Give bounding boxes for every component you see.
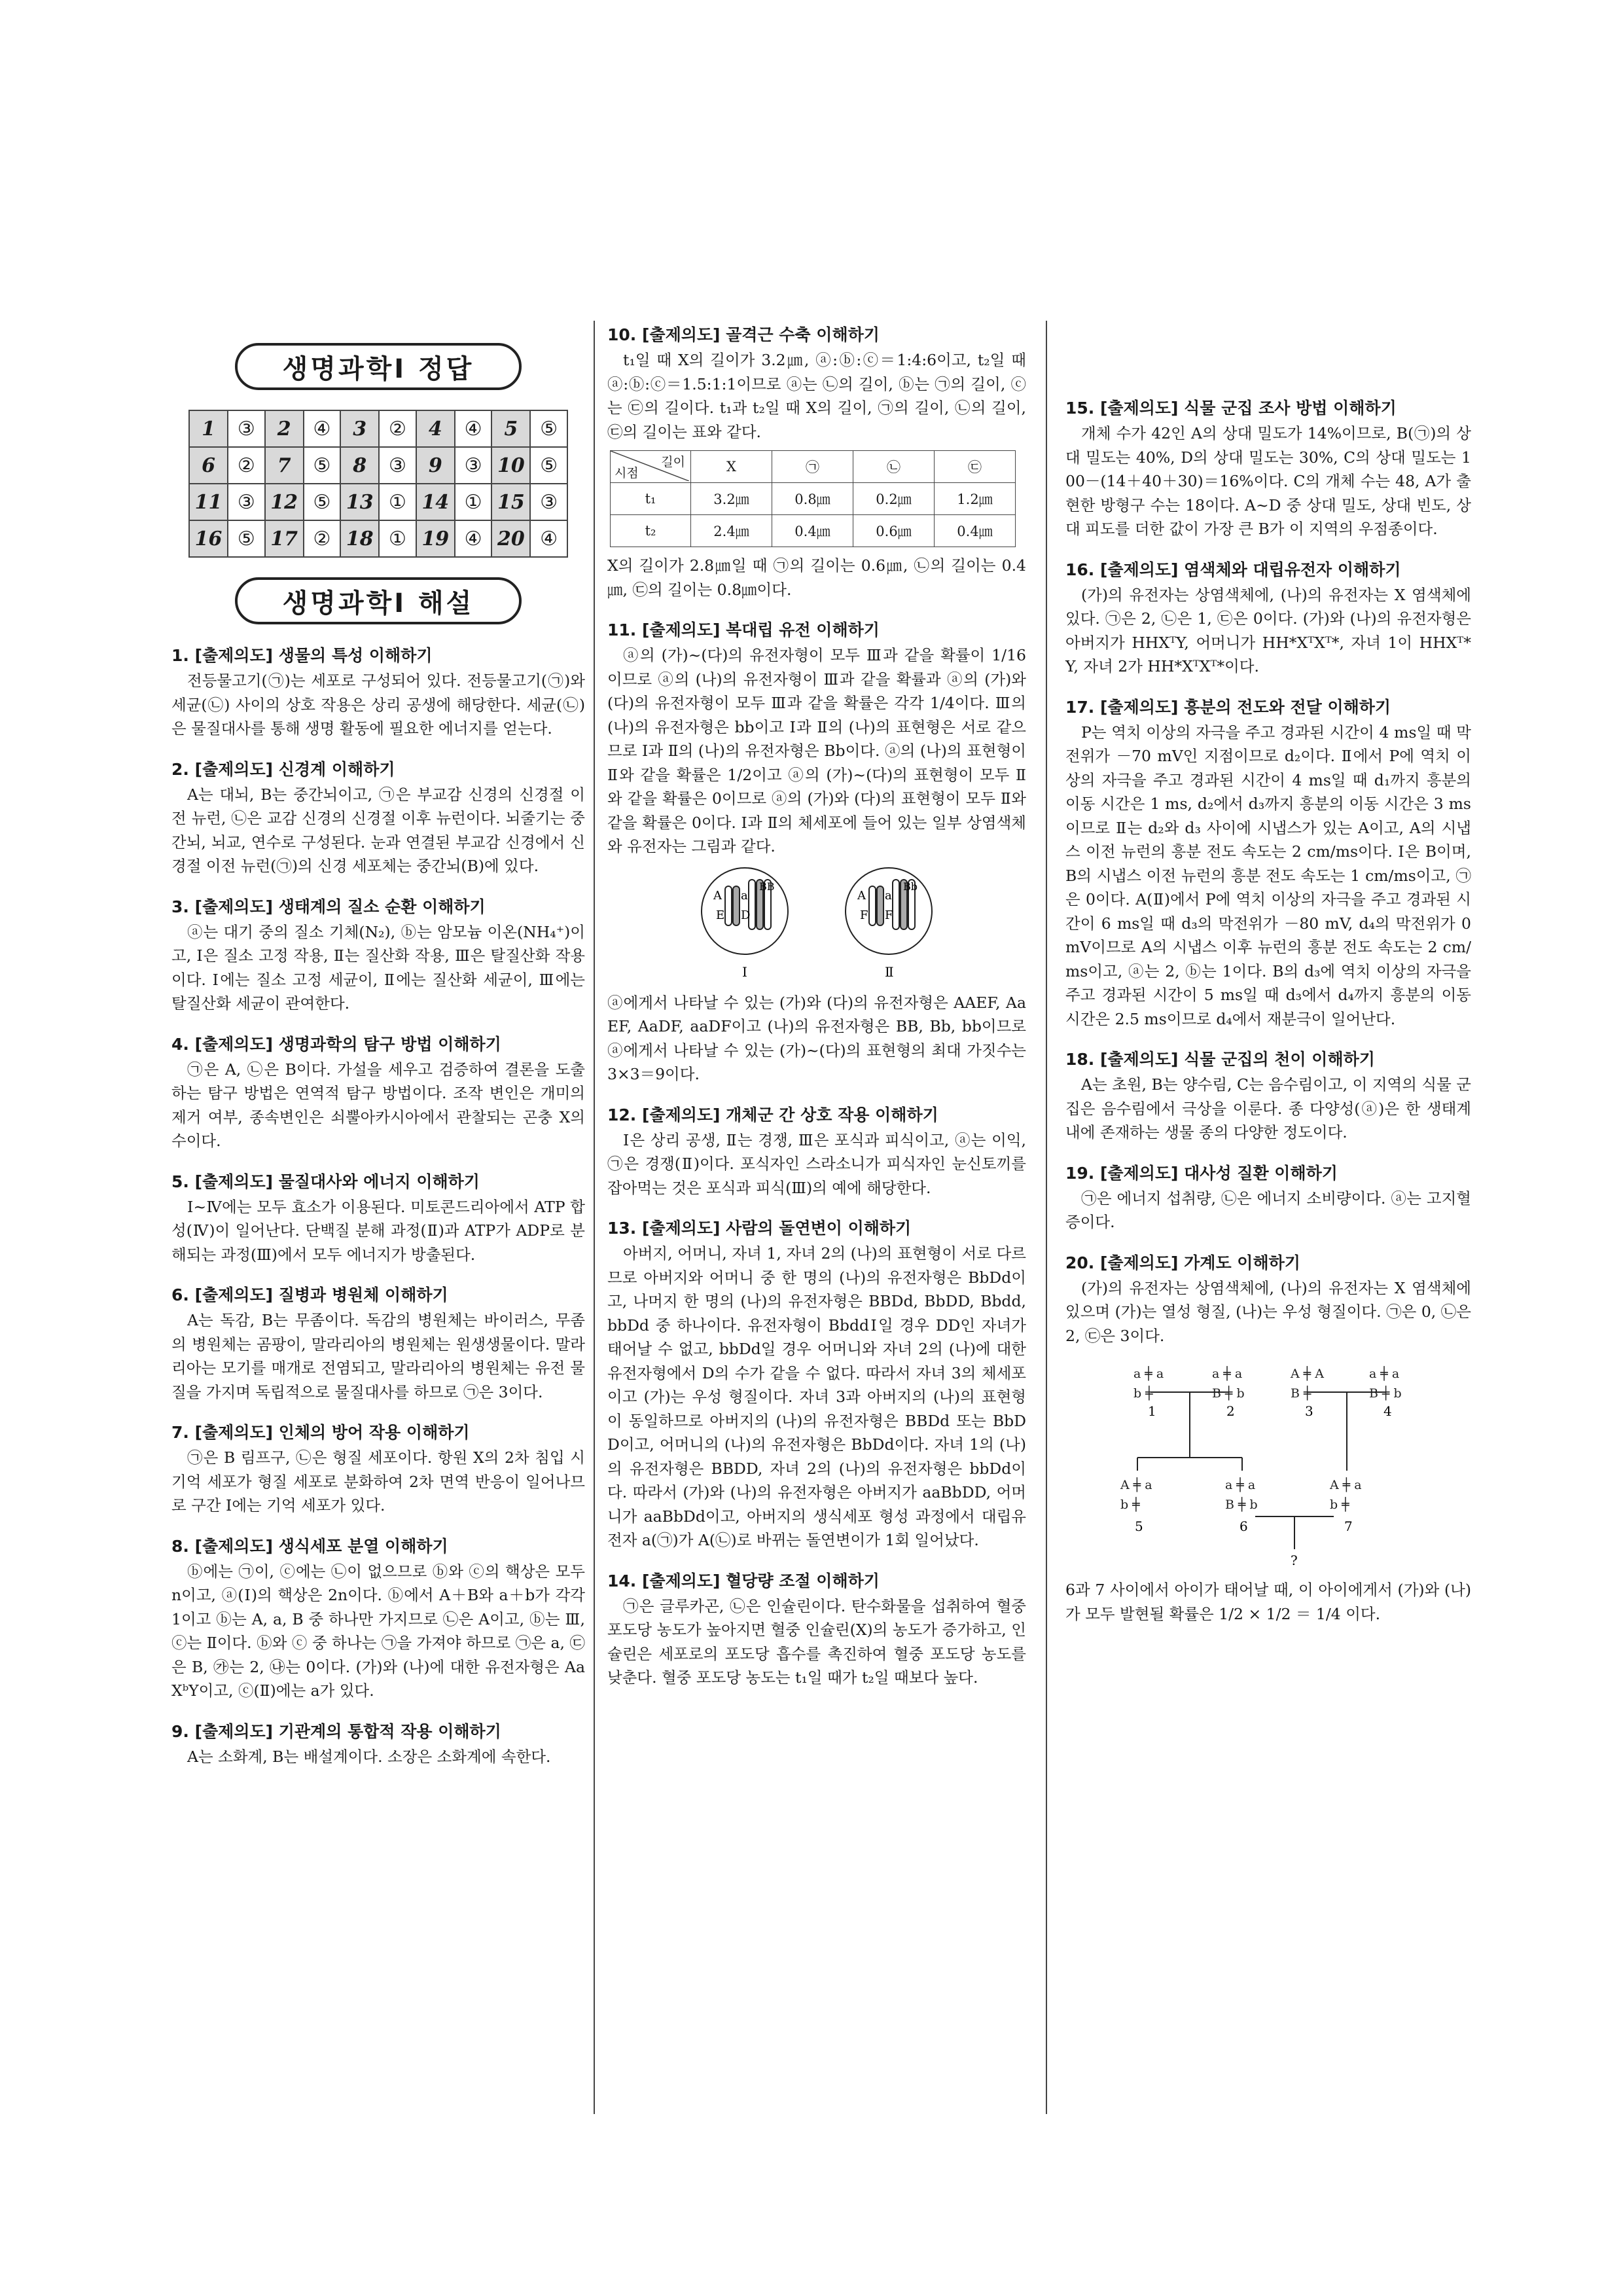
item-5 — [171, 1170, 585, 1267]
answer-choice: ④ — [304, 410, 340, 447]
item-body: Ⅰ은 상리 공생, Ⅱ는 경쟁, Ⅲ은 포식과 피식이고, ⓐ는 이익, ㉠은 경쟁(Ⅱ)이다. 포식자인 스라소니가 피식자인 눈신토끼를 잡아먹는 것은 포식과 피식(Ⅲ)의 예에 해당한다. — [607, 1130, 1026, 1197]
item-heading: 13. [출제의도] 사람의 돌연변이 이해하기 — [607, 1219, 912, 1238]
item-heading: 17. [출제의도] 흥분의 전도와 전달 이해하기 — [1065, 697, 1391, 717]
answer-choice: ② — [304, 520, 340, 557]
row-header: t₁ — [611, 483, 691, 515]
question-number: 7 — [265, 447, 304, 484]
item-18 — [1065, 1048, 1471, 1145]
cell-diagram — [607, 864, 1026, 984]
cell-1 — [702, 868, 788, 954]
answer-choice: ④ — [530, 520, 567, 557]
table-row — [611, 515, 1016, 547]
item-body: Ⅰ~Ⅳ에는 모두 효소가 이용된다. 미토콘드리아에서 ATP 합성(Ⅳ)이 일어난다. 단백질 분해 과정(Ⅱ)과 ATP가 ADP로 분해되는 과정(Ⅲ)에서 모두 에너지가 방출된다. — [171, 1197, 585, 1264]
column-divider — [1046, 321, 1047, 2114]
length-table — [610, 450, 1016, 547]
item-heading: 15. [출제의도] 식물 군집 조사 방법 이해하기 — [1065, 399, 1397, 418]
question-number: 18 — [340, 520, 379, 557]
question-number: 4 — [416, 410, 455, 447]
answer-choice: ⑤ — [304, 447, 340, 484]
svg-text:Bb: Bb — [903, 880, 918, 893]
svg-text:A ╪ A: A ╪ A — [1291, 1367, 1324, 1381]
svg-text:B ╪: B ╪ — [1291, 1386, 1311, 1401]
question-number: 5 — [491, 410, 530, 447]
item-body: 개체 수가 42인 A의 상대 밀도가 14%이므로, B(㉠)의 상대 밀도는 40%, D의 상대 밀도는 30%, C의 상대 밀도는 100－(14＋40＋30)＝16%이다. C의 개체 수는 48, A가 출현한 방형구 수는 18이다. A~D 중 상대 밀도, 상대 빈도, 상대 피도를 더한 값이 가장 큰 B가 이 지역의 우점종이다. — [1065, 424, 1471, 538]
table-cell: 0.8㎛ — [772, 483, 853, 515]
answer-row — [189, 447, 567, 484]
cell-figure — [679, 864, 954, 982]
item-body: (가)의 유전자는 상염색체에, (나)의 유전자는 X 염색체에 있다. ㉠은 2, ㉡은 1, ㉢은 0이다. (가)와 (나)의 유전자형은 아버지가 HHXᵀY, 어머니가 HH*XᵀXᵀ*, 자녀 1이 HHXᵀ*Y, 자녀 2가 HH*XᵀXᵀ*이다. — [1065, 585, 1471, 675]
item-heading: 2. [출제의도] 신경계 이해하기 — [171, 759, 395, 779]
answer-choice: ⑤ — [530, 410, 567, 447]
item-16 — [1065, 558, 1471, 679]
pedigree-label-7: 7 — [1344, 1518, 1353, 1534]
item-20 — [1065, 1251, 1471, 1626]
svg-text:a: a — [741, 888, 748, 903]
pedigree-label-unknown: ? — [1291, 1552, 1298, 1568]
item-13 — [607, 1217, 1026, 1552]
item-body: A는 초원, B는 양수림, C는 음수림이고, 이 지역의 식물 군집은 음수림에서 극상을 이룬다. 종 다양성(ⓐ)은 한 생태계 내에 존재하는 생물 종의 다양한 정도이다. — [1065, 1075, 1471, 1141]
answer-choice: ③ — [228, 484, 264, 520]
cell-label-2: Ⅱ — [885, 963, 894, 980]
item-body: ㉠은 A, ㉡은 B이다. 가설을 세우고 검증하여 결론을 도출하는 탐구 방법은 연역적 탐구 방법이다. 조작 변인은 개미의 제거 여부, 종속변인은 쇠뿔아카시아에서 관찰되는 곤충 X의 수이다. — [171, 1060, 585, 1150]
item-heading: 1. [출제의도] 생물의 특성 이해하기 — [171, 646, 433, 665]
question-number: 9 — [416, 447, 455, 484]
column-divider — [594, 321, 595, 2114]
item-11 — [607, 619, 1026, 1086]
item-heading: 19. [출제의도] 대사성 질환 이해하기 — [1065, 1163, 1338, 1183]
item-heading: 7. [출제의도] 인체의 방어 작용 이해하기 — [171, 1423, 470, 1442]
answer-choice: ② — [379, 410, 416, 447]
svg-text:b ╪: b ╪ — [1133, 1386, 1153, 1401]
answer-choice: ④ — [455, 410, 491, 447]
answer-choice: ① — [379, 484, 416, 520]
item-19 — [1065, 1162, 1471, 1234]
question-number: 17 — [265, 520, 304, 557]
item-body: A는 독감, B는 무좀이다. 독감의 병원체는 바이러스, 무좀의 병원체는 곰팡이, 말라리아의 병원체는 원생생물이다. 말라리아는 모기를 매개로 전염되고, 말라리아의 병원체는 유전 물질을 가지며 독립적으로 물질대사를 하므로 ㉠은 3이다. — [171, 1311, 585, 1401]
column-3 — [1065, 397, 1471, 1643]
corner-bottom-label: 시점 — [615, 466, 639, 480]
item-10 — [607, 323, 1026, 601]
item-body: ⓐ의 (가)~(다)의 유전자형이 모두 Ⅲ과 같을 확률이 1/16이므로 ⓐ의 (나)의 유전자형이 Ⅲ과 같을 확률과 ⓐ의 (가)와 (다)의 유전자형이 모두 Ⅲ과 같을 확률은 각각 1/4이다. Ⅲ의 (나)의 유전자형은 bb이고 Ⅰ과 Ⅱ의 (나)의 표현형은 서로 같으므로 Ⅰ과 Ⅱ의 (나)의 유전자형은 Bb이다. ⓐ의 (나)의 표현형이 Ⅱ와 같을 확률은 1/2이고 ⓐ의 (가)~(다)의 표현형이 모두 Ⅱ와 같을 확률은 0이므로 ⓐ의 (가)와 (다)의 표현형이 모두 Ⅱ와 같을 확률은 0이다. Ⅰ과 Ⅱ의 체세포에 들어 있는 일부 상염색체와 유전자는 그림과 같다. — [607, 646, 1026, 855]
item-heading: 10. [출제의도] 골격근 수축 이해하기 — [607, 325, 880, 344]
item-heading: 6. [출제의도] 질병과 병원체 이해하기 — [171, 1285, 448, 1304]
answer-choice: ① — [455, 484, 491, 520]
item-body: A는 소화계, B는 배설계이다. 소장은 소화계에 속한다. — [187, 1747, 551, 1766]
answer-choice: ③ — [228, 410, 264, 447]
table-cell: 3.2㎛ — [691, 483, 772, 515]
svg-text:F: F — [885, 908, 893, 922]
question-number: 2 — [265, 410, 304, 447]
svg-text:A: A — [713, 888, 722, 903]
item-12 — [607, 1103, 1026, 1200]
answer-choice: ③ — [455, 447, 491, 484]
item-2 — [171, 758, 585, 878]
table-cell: 1.2㎛ — [935, 483, 1016, 515]
item-body: ⓐ는 대기 중의 질소 기체(N₂), ⓑ는 암모늄 이온(NH₄⁺)이고, Ⅰ은 질소 고정 작용, Ⅱ는 질산화 작용, Ⅲ은 탈질산화 작용이다. Ⅰ에는 질소 고정 세균이, Ⅱ에는 질산화 세균이, Ⅲ에는 탈질산화 세균이 관여한다. — [171, 922, 585, 1013]
pedigree-label-4: 4 — [1383, 1403, 1392, 1419]
item-14 — [607, 1570, 1026, 1690]
item-heading: 14. [출제의도] 혈당량 조절 이해하기 — [607, 1571, 880, 1590]
pedigree-label-2: 2 — [1226, 1403, 1235, 1419]
answer-choice: ⑤ — [530, 447, 567, 484]
item-body: 전등물고기(㉠)는 세포로 구성되어 있다. 전등물고기(㉠)와 세균(㉡) 사이의 상호 작용은 상리 공생에 해당한다. 세균(㉡)은 물질대사를 통해 생명 활동에 필요한 에너지를 얻는다. — [171, 672, 585, 738]
item-4 — [171, 1033, 585, 1153]
item-heading: 3. [출제의도] 생태계의 질소 순환 이해하기 — [171, 897, 486, 916]
svg-text:b ╪: b ╪ — [1120, 1498, 1140, 1512]
svg-text:A: A — [857, 888, 866, 903]
item-body: (가)의 유전자는 상염색체에, (나)의 유전자는 X 염색체에 있으며 (가)는 열성 형질, (나)는 우성 형질이다. ㉠은 0, ㉡은 2, ㉢은 3이다. — [1065, 1278, 1471, 1345]
svg-text:a ╪ a: a ╪ a — [1133, 1367, 1164, 1381]
question-number: 16 — [189, 520, 228, 557]
answer-choice: ③ — [379, 447, 416, 484]
column-header: X — [691, 451, 772, 483]
item-heading: 8. [출제의도] 생식세포 분열 이해하기 — [171, 1536, 448, 1556]
corner-top-label: 길이 — [661, 455, 685, 469]
cell-label-1: Ⅰ — [742, 963, 747, 980]
answer-title: 생명과학Ⅰ 정답 — [235, 343, 522, 390]
answer-choice: ④ — [455, 520, 491, 557]
question-number: 6 — [189, 447, 228, 484]
svg-text:A ╪ a: A ╪ a — [1330, 1478, 1362, 1492]
item-body: ㉠은 B 림프구, ㉡은 형질 세포이다. 항원 X의 2차 침입 시 기억 세포가 형질 세포로 분화하여 2차 면역 반응이 일어나므로 구간 Ⅰ에는 기억 세포가 있다. — [171, 1448, 585, 1515]
svg-text:B ╪ b: B ╪ b — [1212, 1386, 1245, 1401]
svg-text:b ╪: b ╪ — [1330, 1498, 1349, 1512]
item-body: ㉠은 글루카곤, ㉡은 인슐린이다. 탄수화물을 섭취하여 혈중 포도당 농도가 높아지면 혈중 인슐린(X)의 농도가 증가하고, 인슐린은 세포로의 포도당 흡수를 촉진하여 혈중 포도당 농도를 낮춘다. 혈중 포도당 농도는 t₁일 때가 t₂일 때보다 높다. — [607, 1596, 1026, 1687]
explanation-title: 생명과학Ⅰ 해설 — [235, 577, 522, 624]
question-number: 14 — [416, 484, 455, 520]
column-header: ㉡ — [853, 451, 935, 483]
svg-text:B ╪ b: B ╪ b — [1369, 1386, 1402, 1401]
svg-text:F: F — [860, 908, 868, 922]
item-15 — [1065, 397, 1471, 541]
item-heading: 11. [출제의도] 복대립 유전 이해하기 — [607, 620, 880, 639]
table-cell: 0.4㎛ — [935, 515, 1016, 547]
column-header: ㉠ — [772, 451, 853, 483]
svg-text:a ╪ a: a ╪ a — [1369, 1367, 1400, 1381]
item-body: ⓑ에는 ㉠이, ⓒ에는 ㉡이 없으므로 ⓑ와 ⓒ의 핵상은 모두 n이고, ⓐ(Ⅰ)의 핵상은 2n이다. ⓑ에서 A＋B와 a＋b가 각각 1이고 ⓑ는 A, a, B 중 하나만 가지므로 ㉡은 A이고, ⓑ는 Ⅲ, ⓒ는 Ⅱ이다. ⓑ와 ⓒ 중 하나는 ㉠을 가져야 하므로 ㉠은 a, ㉢은 B, ㉮는 2, ㉯는 0이다. (가)와 (나)에 대한 유전자형은 AaXᵇY이고, ⓒ(Ⅱ)에는 a가 있다. — [171, 1562, 585, 1700]
table-cell: 0.4㎛ — [772, 515, 853, 547]
column-2 — [607, 323, 1026, 1707]
svg-text:D: D — [741, 908, 751, 922]
answer-choice: ⑤ — [228, 520, 264, 557]
item-1 — [171, 644, 585, 741]
table-cell: 2.4㎛ — [691, 515, 772, 547]
svg-text:a ╪ a: a ╪ a — [1225, 1478, 1256, 1492]
item-7 — [171, 1421, 585, 1518]
item-heading: 5. [출제의도] 물질대사와 에너지 이해하기 — [171, 1172, 480, 1191]
item-heading: 16. [출제의도] 염색체와 대립유전자 이해하기 — [1065, 560, 1401, 579]
item-body: 6과 7 사이에서 아이가 태어날 때, 이 아이에게서 (가)와 (나)가 모두 발현될 확률은 1/2 × 1/2 ＝ 1/4 이다. — [1065, 1581, 1471, 1623]
item-3 — [171, 895, 585, 1016]
column-header: ㉢ — [935, 451, 1016, 483]
pedigree-label-6: 6 — [1240, 1518, 1248, 1534]
answer-choice: ③ — [530, 484, 567, 520]
table-corner — [611, 451, 691, 483]
question-number: 8 — [340, 447, 379, 484]
question-number: 11 — [189, 484, 228, 520]
item-6 — [171, 1283, 585, 1404]
question-number: 3 — [340, 410, 379, 447]
svg-text:B ╪ b: B ╪ b — [1225, 1498, 1258, 1512]
answer-choice: ② — [228, 447, 264, 484]
pedigree-diagram — [1065, 1353, 1471, 1571]
item-heading: 9. [출제의도] 기관계의 통합적 작용 이해하기 — [171, 1721, 501, 1741]
svg-text:E: E — [716, 908, 725, 922]
item-17 — [1065, 696, 1471, 1031]
answer-choice: ① — [379, 520, 416, 557]
pedigree-label-5: 5 — [1135, 1518, 1143, 1534]
item-body: P는 역치 이상의 자극을 주고 경과된 시간이 4 ms일 때 막전위가 －70 mV인 지점이므로 d₂이다. Ⅱ에서 P에 역치 이상의 자극을 주고 경과된 시간이 4 ms일 때 d₁까지 흥분의 이동 시간은 1 ms, d₂에서 d₃까지 흥분의 이동 시간은 3 ms이므로 Ⅱ는 d₂와 d₃ 사이에 시냅스가 있는 A이고, A의 시냅스 이전 뉴런의 흥분 전도 속도는 2 cm/ms이다. Ⅰ은 B이며, B의 시냅스 이전 뉴런의 흥분 전도 속도는 1 cm/ms이고, ㉠은 0이다. A(Ⅱ)에서 P에 역치 이상의 자극을 주고 경과된 시간이 6 ms일 때 d₃의 막전위가 －80 mV, d₄의 막전위가 0 mV이므로 A의 시냅스 이후 뉴런의 흥분 전도 속도는 2 cm/ms이고, ⓐ는 2, ⓑ는 1이다. B의 d₃에 역치 이상의 자극을 주고 경과된 시간이 5 ms일 때 d₃에서 d₄까지 흥분의 이동 시간은 2.5 ms이므로 d₄에서 재분극이 일어난다. — [1065, 723, 1471, 1028]
item-body: t₁일 때 X의 길이가 3.2㎛, ⓐ:ⓑ:ⓒ＝1:4:6이고, t₂일 때 ⓐ:ⓑ:ⓒ＝1.5:1:1이므로 ⓐ는 ㉡의 길이, ⓑ는 ㉠의 길이, ⓒ는 ㉢의 길이다. t₁과 t₂일 때 X의 길이, ㉠의 길이, ㉡의 길이, ㉢의 길이는 표와 같다. — [607, 351, 1026, 441]
item-heading: 12. [출제의도] 개체군 간 상호 작용 이해하기 — [607, 1105, 938, 1124]
pedigree-figure — [1085, 1353, 1452, 1569]
table-cell: 0.2㎛ — [853, 483, 935, 515]
pedigree-label-3: 3 — [1305, 1403, 1313, 1419]
answer-row — [189, 520, 567, 557]
item-heading: 4. [출제의도] 생명과학의 탐구 방법 이해하기 — [171, 1034, 501, 1054]
table-row — [611, 483, 1016, 515]
pedigree-label-1: 1 — [1148, 1403, 1156, 1419]
item-body: X의 길이가 2.8㎛일 때 ㉠의 길이는 0.6㎛, ㉡의 길이는 0.4㎛, ㉢의 길이는 0.8㎛이다. — [607, 556, 1026, 599]
item-heading: 18. [출제의도] 식물 군집의 천이 이해하기 — [1065, 1050, 1375, 1069]
question-number: 15 — [491, 484, 530, 520]
item-9 — [171, 1720, 585, 1769]
svg-text:A ╪ a: A ╪ a — [1120, 1478, 1152, 1492]
question-number: 13 — [340, 484, 379, 520]
answer-table — [188, 410, 568, 558]
item-heading: 20. [출제의도] 가계도 이해하기 — [1065, 1253, 1300, 1272]
answer-row — [189, 484, 567, 520]
question-number: 19 — [416, 520, 455, 557]
svg-text:BB: BB — [759, 880, 775, 893]
column-1 — [171, 314, 585, 1785]
item-body: 아버지, 어머니, 자녀 1, 자녀 2의 (나)의 표현형이 서로 다르므로 아버지와 어머니 중 한 명의 (나)의 유전자형은 BbDd이고, 나머지 한 명의 (나)의 유전자형은 BBDd, BbDD, Bbdd, bbDd 중 하나이다. 유전자형이 BbddⅠ일 경우 DD인 자녀가 태어날 수 없고, bbDd일 경우 어머니와 자녀 2의 (나)에 대한 유전자형에서 D의 수가 같을 수 없다. 따라서 자녀 3의 체세포이고 (가)는 우성 형질이다. 자녀 3과 아버지의 (나)의 표현형이 동일하므로 아버지의 (나)의 유전자형은 BBDd 또는 BbDD이고, 어머니의 (나)의 유전자형은 BbDd이다. 자녀 1의 (나)의 유전자형은 BBDD, 자녀 2의 (나)의 유전자형은 bbDd이다. 따라서 (가)와 (나)의 유전자형은 아버지가 aaBbDD, 어머니가 aaBbDd이고, 아버지의 생식세포 형성 과정에서 대립유전자 a(㉠)가 A(㉡)로 바뀌는 돌연변이가 1회 일어났다. — [607, 1244, 1026, 1549]
answer-row — [189, 410, 567, 447]
svg-text:a ╪ a: a ╪ a — [1212, 1367, 1243, 1381]
svg-text:a: a — [885, 888, 892, 903]
question-number: 1 — [189, 410, 228, 447]
item-8 — [171, 1535, 585, 1703]
table-cell: 0.6㎛ — [853, 515, 935, 547]
cell-2 — [846, 868, 932, 954]
item-body: ⓐ에게서 나타날 수 있는 (가)와 (다)의 유전자형은 AAEF, AaEF, AaDF, aaDF이고 (나)의 유전자형은 BB, Bb, bb이므로 ⓐ에게서 나타날 수 있는 (가)~(다)의 표현형의 최대 가짓수는 3×3＝9이다. — [607, 993, 1026, 1083]
item-body: A는 대뇌, B는 중간뇌이고, ㉠은 부교감 신경의 신경절 이전 뉴런, ㉡은 교감 신경의 신경절 이후 뉴런이다. 뇌줄기는 중간뇌, 뇌교, 연수로 구성된다. 눈과 연결된 부교감 신경에서 신경절 이전 뉴런(㉠)의 신경 세포체는 중간뇌(B)에 있다. — [171, 785, 585, 875]
question-number: 12 — [265, 484, 304, 520]
row-header: t₂ — [611, 515, 691, 547]
question-number: 10 — [491, 447, 530, 484]
question-number: 20 — [491, 520, 530, 557]
answer-choice: ⑤ — [304, 484, 340, 520]
item-body: ㉠은 에너지 섭취량, ㉡은 에너지 소비량이다. ⓐ는 고지혈증이다. — [1065, 1189, 1471, 1231]
